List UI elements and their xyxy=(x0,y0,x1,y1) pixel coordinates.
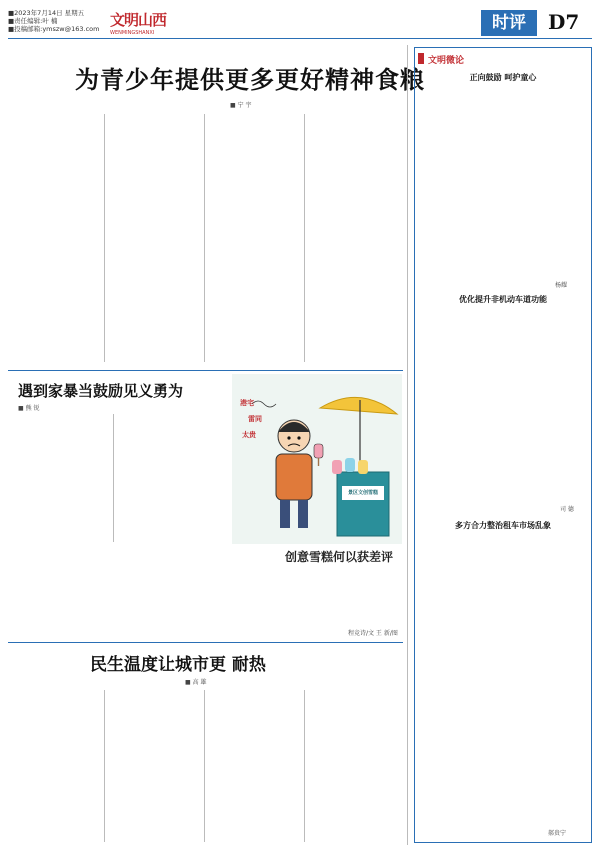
masthead-logo xyxy=(110,9,166,36)
column-rule xyxy=(304,690,305,842)
cartoon-caption-col-3 xyxy=(348,566,403,624)
cartoon-caption-col-2 xyxy=(290,566,342,624)
sidebar-a1-author: 杨耀 xyxy=(555,282,568,289)
sidebar-a3-author: 郝贵宁 xyxy=(548,830,567,837)
column-rule xyxy=(104,690,105,842)
main-byline: ■ 宁 宇 xyxy=(230,102,252,109)
sidebar-a3-title: 多方合力整治租车市场乱象 xyxy=(455,521,551,530)
article3-col-4 xyxy=(308,688,401,843)
issue-date: ■2023年7月14日 星期五 xyxy=(8,9,85,17)
column-rule xyxy=(104,114,105,362)
sidebar-a2-author: 司 德 xyxy=(560,506,574,513)
section-tag: 时评 xyxy=(481,10,537,36)
section-rule xyxy=(8,370,403,371)
booth-sign: 景区文创雪糕 xyxy=(347,490,378,496)
sidebar-a1-body xyxy=(420,88,588,278)
main-body-col-3 xyxy=(208,112,301,365)
article3-col-3 xyxy=(208,688,301,843)
article2-byline: ■ 熊 锐 xyxy=(18,405,40,412)
sidebar-divider xyxy=(407,45,408,845)
column-rule xyxy=(204,690,205,842)
article3-col-2 xyxy=(108,688,201,843)
main-title: 为青少年提供更多更好精神食粮 xyxy=(75,65,425,94)
article3-col-1 xyxy=(8,688,101,843)
sidebar-a3-body xyxy=(420,536,588,826)
cartoon-label-b: 雷同 xyxy=(248,415,262,423)
main-body-col-4 xyxy=(308,112,401,365)
column-rule xyxy=(304,114,305,362)
article2-col-1 xyxy=(8,412,111,542)
logo-subtext: WENMINGSHANXI xyxy=(110,30,155,36)
cartoon-title: 创意雪糕何以获差评 xyxy=(285,550,394,564)
cartoon-label-c: 太贵 xyxy=(242,431,256,439)
article3-title: 民生温度让城市更 耐热 xyxy=(90,655,266,675)
section-rule xyxy=(8,642,403,643)
email-line: ■投稿邮箱:ymszw@163.com xyxy=(8,25,100,33)
article2-title: 遇到家暴当鼓励见义勇为 xyxy=(18,382,184,400)
article3-byline: ■ 高 雄 xyxy=(185,679,207,686)
cartoon-illustration xyxy=(232,374,402,544)
logo-text: 文明山西 xyxy=(110,11,167,29)
cartoon-label-a: 港宅 xyxy=(240,399,254,407)
column-rule xyxy=(113,414,114,542)
cartoon-caption-col-1 xyxy=(232,566,284,624)
sidebar-a1-title: 正向鼓励 呵护童心 xyxy=(469,73,537,82)
article2-continued xyxy=(8,548,226,636)
cartoon-drawing xyxy=(232,374,402,544)
column-marker xyxy=(418,53,424,64)
article2-col-2 xyxy=(116,412,216,542)
cartoon-credit: 程竞诗/文 王 新/图 xyxy=(348,630,398,637)
header-rule xyxy=(8,38,592,39)
main-body-col-2 xyxy=(108,112,201,365)
editor-line: ■责任编辑:叶 楠 xyxy=(8,17,58,25)
page-number: D7 xyxy=(548,10,580,34)
sidebar-column-name: 文明微论 xyxy=(428,56,465,66)
main-body-col-1 xyxy=(8,112,101,365)
column-rule xyxy=(204,114,205,362)
sidebar-a2-body xyxy=(420,310,588,500)
sidebar-a2-title: 优化提升非机动车道功能 xyxy=(459,295,547,304)
